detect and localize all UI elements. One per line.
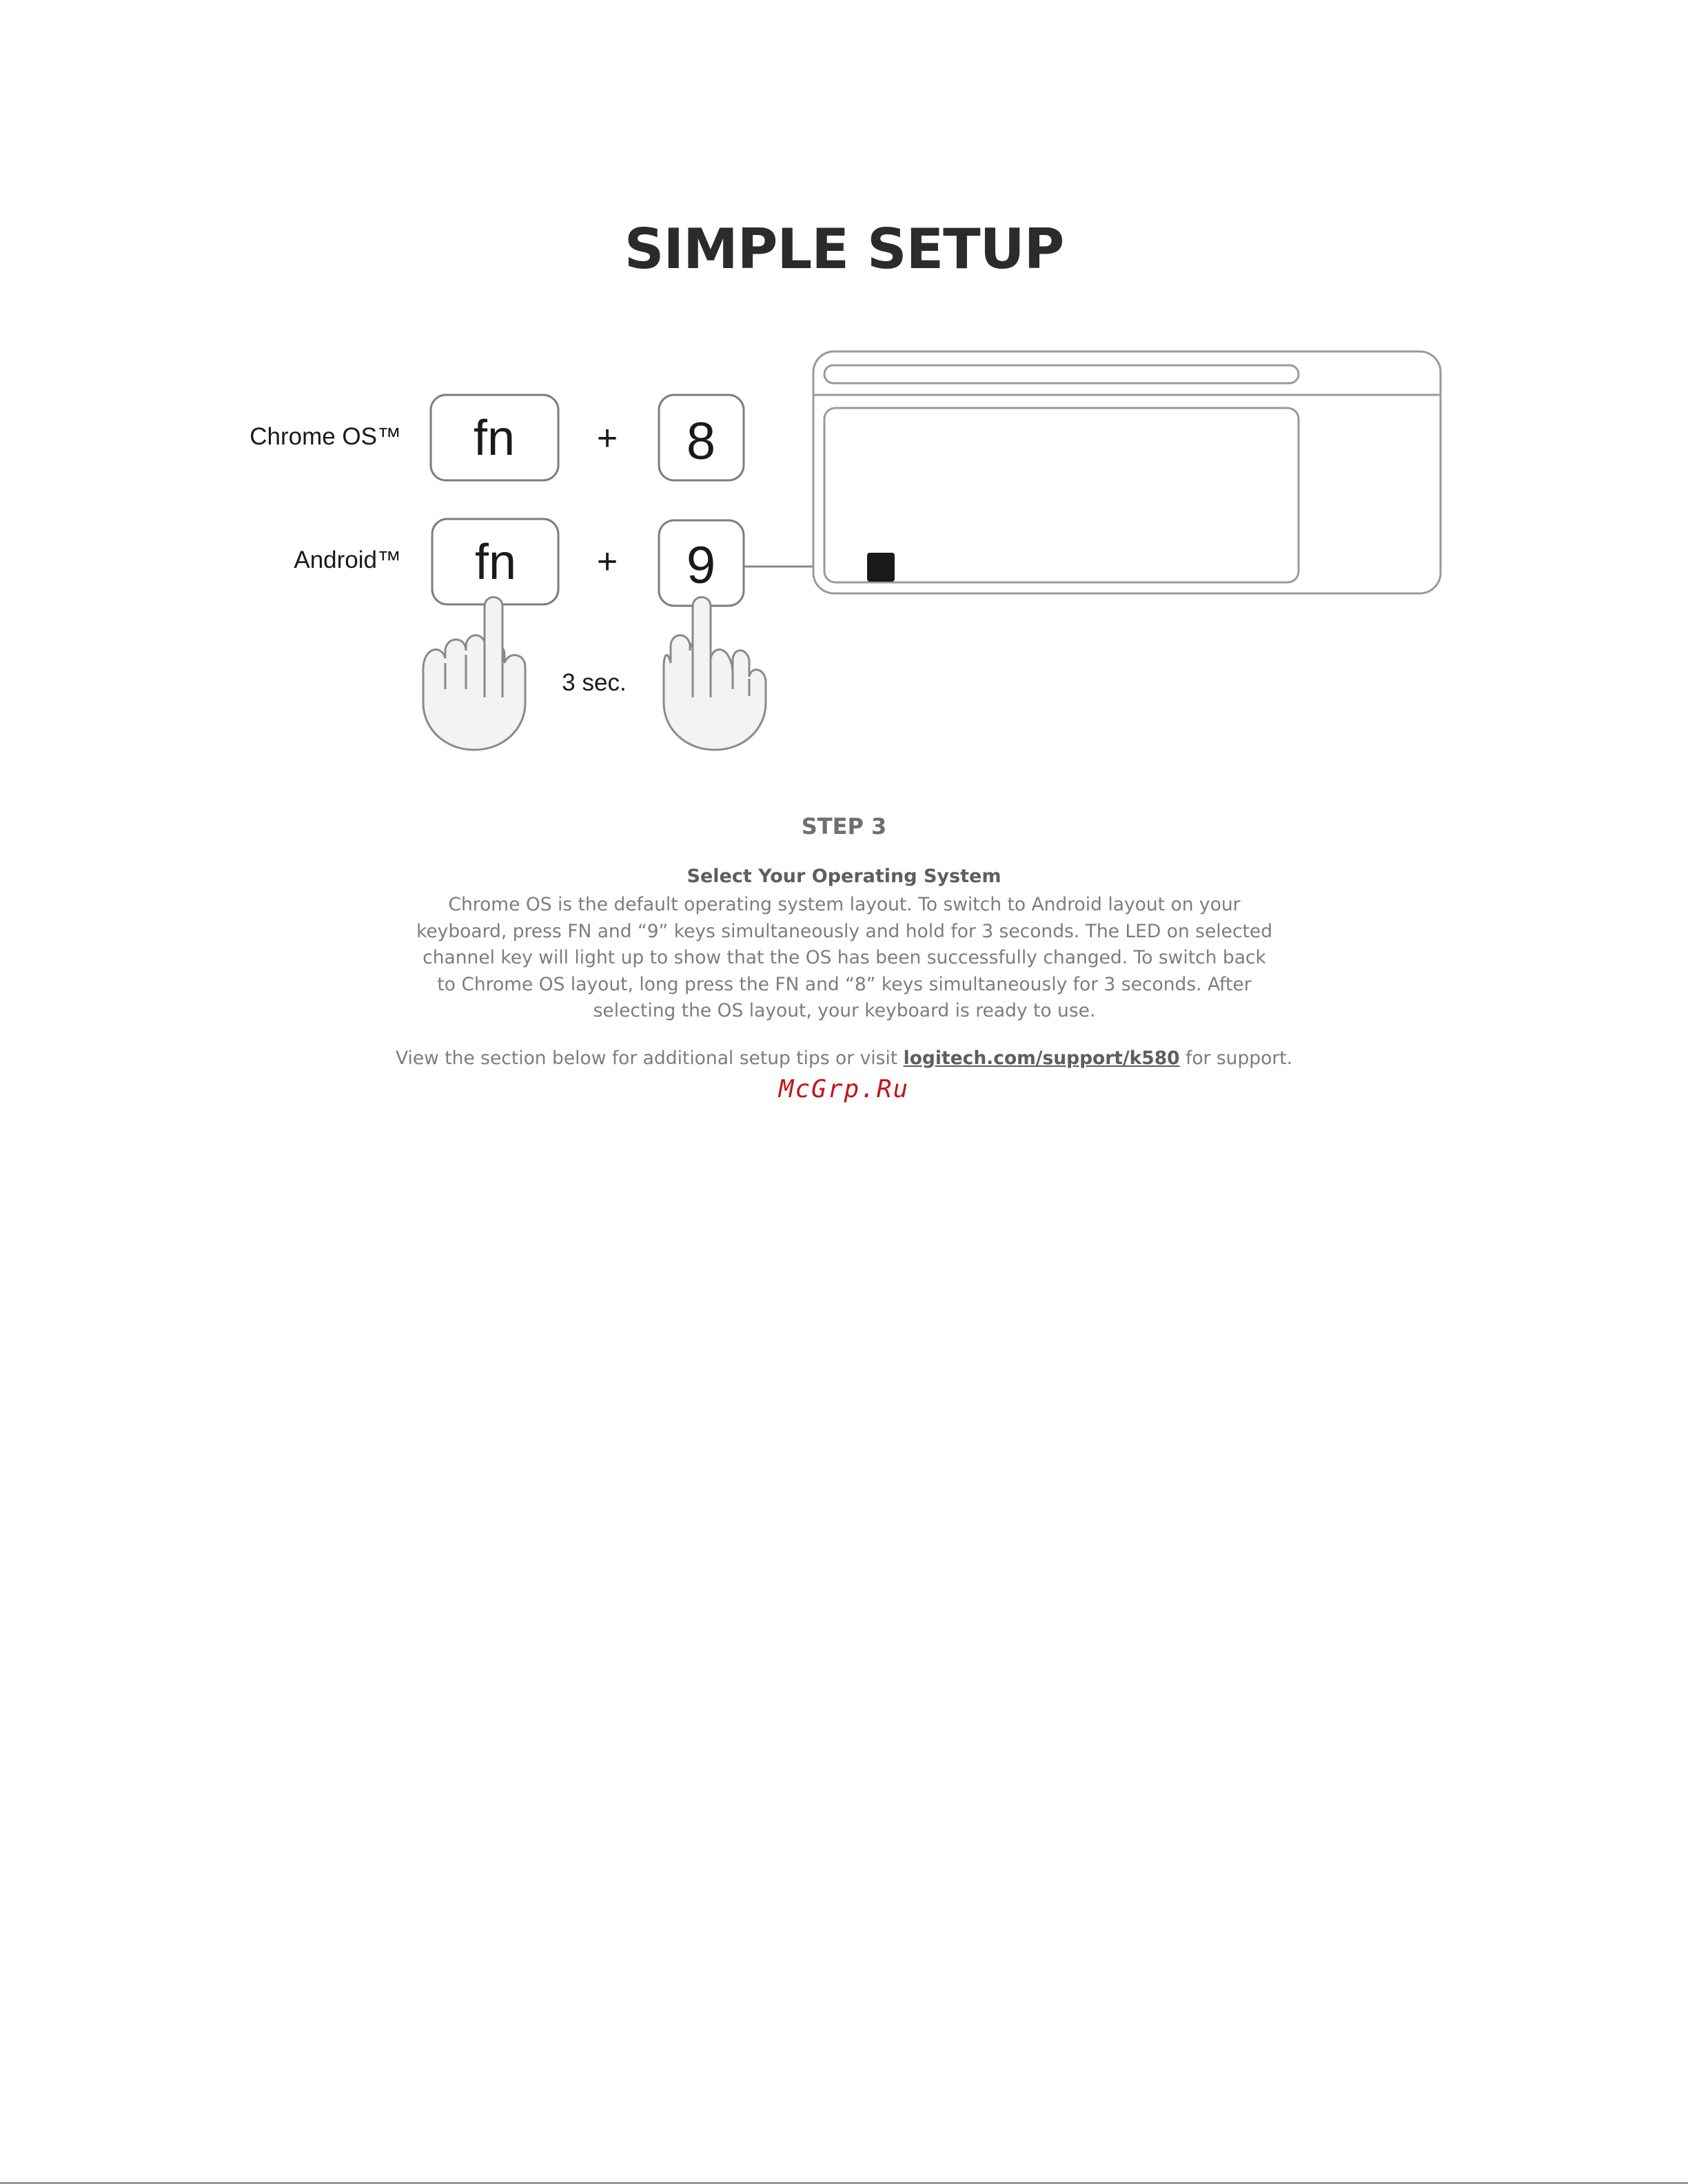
chrome-os-key-combo bbox=[431, 395, 744, 480]
hand-pressing-9-icon bbox=[664, 598, 766, 751]
support-suffix: for support. bbox=[1179, 1048, 1293, 1069]
keyboard-key-area bbox=[824, 408, 1299, 582]
page-title: SIMPLE SETUP bbox=[624, 217, 1064, 281]
key-9-label: 9 bbox=[686, 536, 716, 595]
fn-key-label: fn bbox=[474, 535, 517, 590]
keyboard-top-slot bbox=[824, 365, 1299, 383]
hand-pressing-fn-icon bbox=[422, 597, 525, 750]
support-prefix: View the section below for additional setup tips or visit bbox=[395, 1048, 904, 1069]
keyboard-outline bbox=[813, 351, 1441, 593]
os-switch-illustration bbox=[0, 0, 1688, 772]
step-instructions: Chrome OS is the default operating system layout. To switch to Android layout on your keyboard, press FN and “9” keys simultaneously and hold for 3 seconds. The LED on selected channel key will light up to show that the OS has been successfully changed. To switch back to Chrome OS layout, long press the FN and “8” keys simultaneously for 3 seconds. After selecting the OS layout, your keyboard is ready to use. bbox=[416, 894, 1273, 1021]
android-label: Android™ bbox=[294, 547, 401, 573]
fn-key-label: fn bbox=[473, 411, 516, 466]
plus-sign: + bbox=[596, 542, 618, 582]
watermark-text: McGrp.Ru bbox=[778, 1075, 910, 1103]
key-8-label: 8 bbox=[686, 412, 716, 471]
hold-duration-label: 3 sec. bbox=[562, 669, 627, 696]
support-line bbox=[0, 1048, 1688, 1069]
step-label: STEP 3 bbox=[801, 813, 887, 839]
led-indicator bbox=[867, 553, 895, 582]
step-heading: Select Your Operating System bbox=[687, 866, 1001, 887]
plus-sign: + bbox=[596, 418, 618, 458]
support-link[interactable]: logitech.com/support/k580 bbox=[903, 1048, 1180, 1069]
chrome-os-label: Chrome OS™ bbox=[250, 423, 401, 450]
android-key-combo bbox=[432, 519, 744, 606]
